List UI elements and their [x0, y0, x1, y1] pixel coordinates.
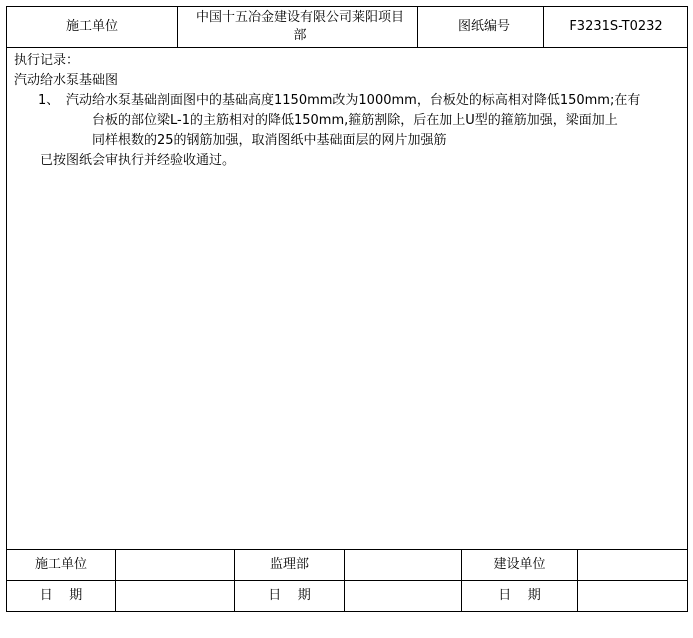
footer-date-value[interactable] [578, 581, 687, 611]
header-drawing-number-label: 图纸编号 [457, 19, 510, 34]
record-item-line: 同样根数的25的钢筋加强，取消图纸中基础面层的网片加强筋 [92, 133, 447, 148]
record-item-line: 汽动给水泵基础剖面图中的基础高度1150mm改为1000mm，台板处的标高相对降低150mm;在有 [66, 93, 641, 108]
execution-record [14, 51, 682, 171]
header-divider [417, 7, 418, 47]
header-construction-unit-value: 中国十五冶金建设有限公司莱阳项目部 [195, 10, 404, 43]
record-title: 执行记录： [14, 53, 80, 68]
record-item-line: 台板的部位梁L-1的主筋相对的降低150mm,箍筋割除，后在加上U型的箍筋加强，梁面加上 [92, 113, 618, 128]
footer-owner-unit-signature[interactable] [578, 549, 687, 580]
footer-date-label: 日 期 [498, 588, 541, 603]
footer-date-label: 日 期 [268, 588, 311, 603]
footer-date-value[interactable] [116, 581, 234, 611]
record-subject: 汽动给水泵基础图 [14, 73, 119, 88]
record-item [14, 91, 682, 151]
footer-construction-unit-signature[interactable] [116, 549, 234, 580]
footer-date-label: 日 期 [39, 588, 83, 603]
footer-supervision-label: 监理部 [269, 556, 309, 572]
footer-supervision-signature[interactable] [345, 549, 461, 580]
record-item-number: 1、 [38, 93, 60, 108]
footer-owner-unit-label: 建设单位 [493, 556, 546, 572]
header-divider [177, 7, 178, 47]
review-record-form [6, 6, 688, 612]
header-bottom-rule [7, 47, 687, 48]
header-construction-unit-label: 施工单位 [65, 19, 118, 34]
footer-date-value[interactable] [345, 581, 461, 611]
footer-construction-unit-label: 施工单位 [34, 556, 87, 572]
header-drawing-number-value: F3231S-T0232 [569, 19, 663, 34]
record-closing: 已按图纸会审执行并经验收通过。 [40, 153, 236, 168]
header-divider [543, 7, 544, 47]
